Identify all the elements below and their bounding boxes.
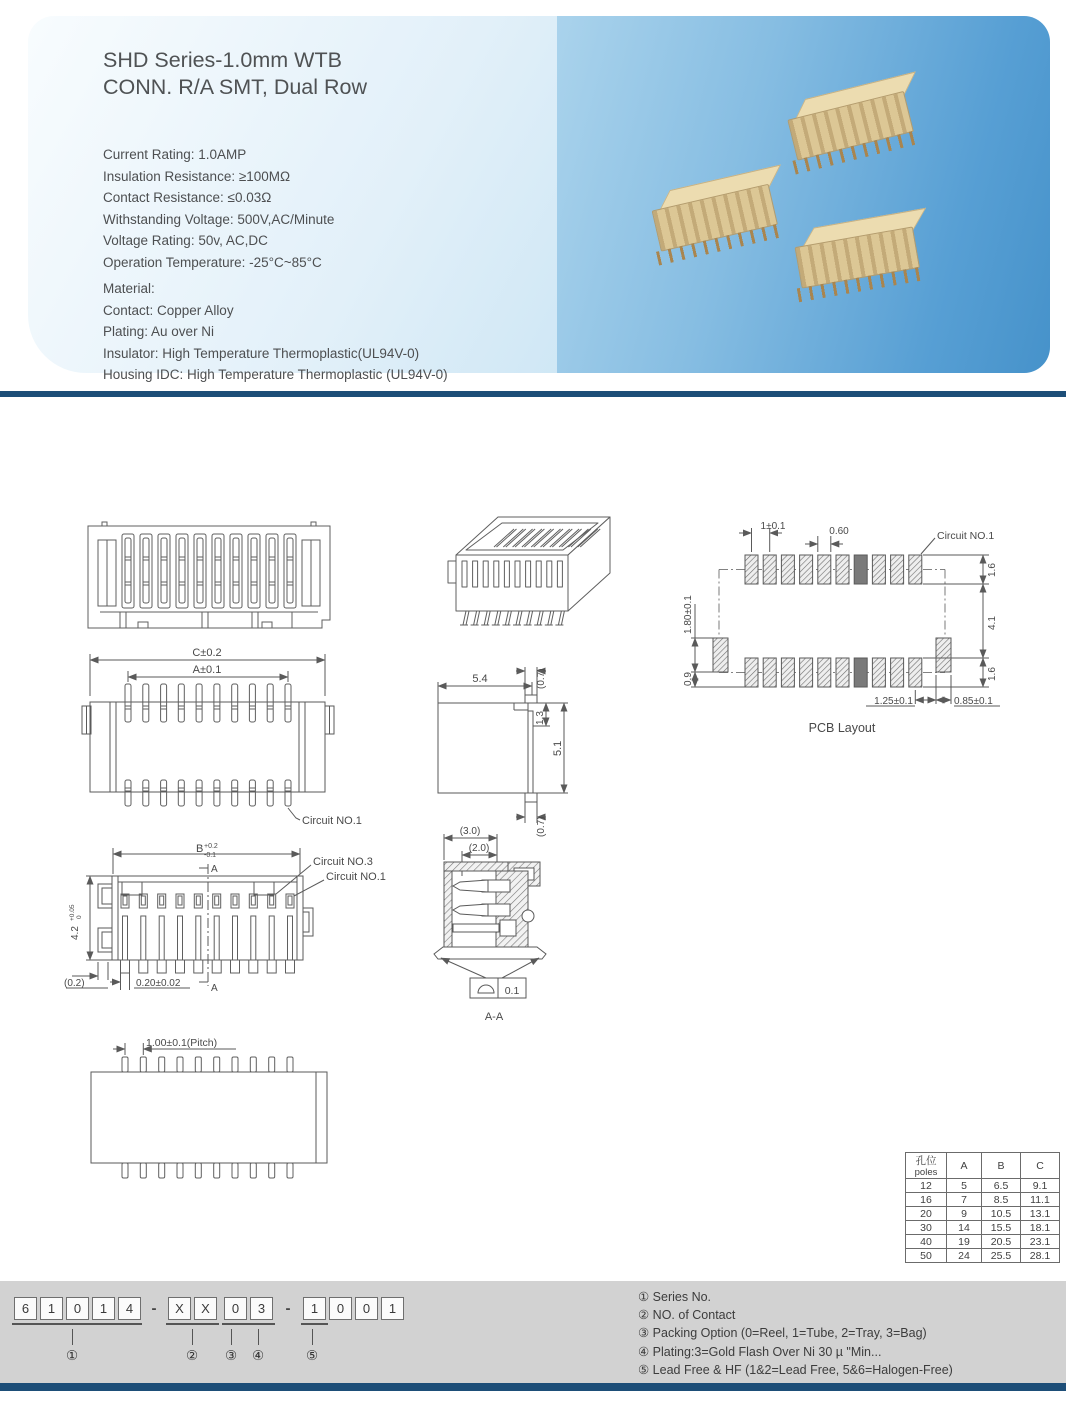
dim-pin-width: 0.20±0.02 bbox=[136, 978, 181, 989]
connector-photo-2 bbox=[651, 179, 788, 275]
connector-photo-3 bbox=[794, 222, 928, 312]
table-row bbox=[906, 1221, 1060, 1235]
drawing-pitch-view bbox=[88, 1037, 338, 1192]
cell: 40 bbox=[906, 1235, 947, 1249]
pn-callout-4: ④ bbox=[251, 1348, 265, 1363]
material-line: Plating: Au over Ni bbox=[103, 324, 215, 339]
drawing-side-view bbox=[428, 655, 606, 837]
circuit-no3-label: Circuit NO.3 bbox=[313, 856, 373, 868]
pn-digit: 4 bbox=[118, 1297, 141, 1320]
drawing-front-view bbox=[82, 512, 338, 640]
pn-digit: 1 bbox=[303, 1297, 326, 1320]
cell: 13.1 bbox=[1021, 1207, 1060, 1221]
header-card bbox=[28, 16, 1050, 382]
dim-13: 1.3 bbox=[535, 711, 546, 725]
pn-callout-leader bbox=[312, 1329, 313, 1345]
section-label-top: A bbox=[211, 864, 218, 875]
cell: 28.1 bbox=[1021, 1249, 1060, 1263]
material-line: Housing IDC: High Temperature Thermoplastic (UL94V-0) bbox=[103, 367, 448, 382]
pn-digit: 3 bbox=[250, 1297, 273, 1320]
pn-group3-underline bbox=[222, 1323, 249, 1325]
dim-pad-pitch: 1±0.1 bbox=[760, 521, 786, 532]
header-b: B bbox=[982, 1153, 1021, 1179]
dim-16-top: 1.6 bbox=[987, 563, 998, 577]
dim-30: (3.0) bbox=[459, 826, 481, 837]
drawing-pcb-layout bbox=[683, 508, 1028, 743]
dim-b-tol-bot: -0.1 bbox=[204, 852, 217, 859]
drawing-pin-layout-view bbox=[58, 838, 410, 1024]
product-photo bbox=[557, 16, 1050, 373]
table-header-row bbox=[906, 1153, 1060, 1179]
dim-085: 0.85±0.1 bbox=[954, 696, 993, 707]
cell: 30 bbox=[906, 1221, 947, 1235]
dim-height-tol-bot: 0 bbox=[76, 915, 83, 919]
pn-callout-leader bbox=[258, 1329, 259, 1345]
pn-digit: X bbox=[194, 1297, 217, 1320]
pn-digit: 1 bbox=[40, 1297, 63, 1320]
section-aa-label: A-A bbox=[484, 1011, 504, 1023]
spec-line: Withstanding Voltage: 500V,AC/Minute bbox=[103, 211, 335, 227]
pn-group4-underline bbox=[248, 1323, 275, 1325]
pn-callout-leader bbox=[192, 1329, 193, 1345]
header-c: C bbox=[1021, 1153, 1060, 1179]
legend-line: ③ Packing Option (0=Reel, 1=Tube, 2=Tray, 3=Bag) bbox=[638, 1326, 927, 1341]
table-row bbox=[906, 1235, 1060, 1249]
cell: 11.1 bbox=[1021, 1193, 1060, 1207]
title-line2: CONN. R/A SMT, Dual Row bbox=[103, 74, 368, 99]
header-poles-en: poles bbox=[914, 1167, 938, 1178]
cell: 9.1 bbox=[1021, 1179, 1060, 1193]
poles-dimension-table bbox=[905, 1152, 1060, 1263]
dim-16-bottom: 1.6 bbox=[987, 667, 998, 681]
dim-02: (0.2) bbox=[64, 978, 85, 989]
dim-c: C±0.2 bbox=[192, 647, 222, 659]
pn-digit: 0 bbox=[329, 1297, 352, 1320]
bottom-bar bbox=[0, 1383, 1066, 1391]
pn-callout-1: ① bbox=[65, 1348, 79, 1363]
header-poles bbox=[906, 1153, 947, 1179]
cell: 18.1 bbox=[1021, 1221, 1060, 1235]
spec-line: Current Rating: 1.0AMP bbox=[103, 147, 247, 162]
cell: 14 bbox=[947, 1221, 982, 1235]
cell: 24 bbox=[947, 1249, 982, 1263]
pn-digit: 1 bbox=[381, 1297, 404, 1320]
pn-callout-leader bbox=[72, 1329, 73, 1345]
dim-b: B bbox=[196, 843, 204, 855]
section-divider bbox=[0, 391, 1066, 397]
cell: 9 bbox=[947, 1207, 982, 1221]
legend-line: ④ Plating:3=Gold Flash Over Ni 30 µ "Min... bbox=[638, 1344, 882, 1359]
dim-side-pad: 1.80±0.1 bbox=[683, 595, 694, 634]
header-poles-cn: 孔位 bbox=[915, 1155, 937, 1167]
table-row bbox=[906, 1249, 1060, 1263]
pn-digit: 1 bbox=[92, 1297, 115, 1320]
dim-top: (0.7) bbox=[536, 668, 547, 689]
cell: 8.5 bbox=[982, 1193, 1021, 1207]
cell: 20 bbox=[906, 1207, 947, 1221]
table-row bbox=[906, 1179, 1060, 1193]
cell: 50 bbox=[906, 1249, 947, 1263]
dim-51: 5.1 bbox=[552, 740, 564, 756]
cell: 20.5 bbox=[982, 1235, 1021, 1249]
dim-bottom: (0.7) bbox=[536, 816, 547, 837]
pn-separator: - bbox=[151, 1300, 157, 1317]
material-line: Contact: Copper Alloy bbox=[103, 302, 234, 318]
spec-line: Insulation Resistance: ≥100MΩ bbox=[103, 168, 291, 184]
dim-a: A±0.1 bbox=[192, 664, 222, 676]
spec-list bbox=[103, 144, 334, 273]
legend-line: ① Series No. bbox=[638, 1290, 712, 1304]
dim-width: 5.4 bbox=[472, 673, 488, 685]
drawing-top-view bbox=[62, 646, 384, 832]
pn-digit: 6 bbox=[14, 1297, 37, 1320]
flatness-tolerance: 0.1 bbox=[504, 985, 520, 997]
pn-group1-underline bbox=[12, 1323, 142, 1325]
dim-pad-width: 0.60 bbox=[829, 526, 849, 537]
cell: 19 bbox=[947, 1235, 982, 1249]
cell: 23.1 bbox=[1021, 1235, 1060, 1249]
dim-125: 1.25±0.1 bbox=[874, 696, 913, 707]
drawing-isometric-view bbox=[442, 503, 620, 655]
dim-09: 0.9 bbox=[683, 672, 694, 686]
drawing-section-aa bbox=[432, 820, 597, 1030]
pn-digit: 0 bbox=[355, 1297, 378, 1320]
pn-separator: - bbox=[285, 1300, 291, 1317]
table-row bbox=[906, 1207, 1060, 1221]
title-line1: SHD Series-1.0mm WTB bbox=[103, 48, 342, 72]
pn-digit: 0 bbox=[224, 1297, 247, 1320]
spec-line: Operation Temperature: -25°C~85°C bbox=[103, 254, 322, 270]
cell: 15.5 bbox=[982, 1221, 1021, 1235]
pn-group5-underline bbox=[301, 1323, 328, 1325]
material-line: Insulator: High Temperature Thermoplastic(UL94V-0) bbox=[103, 345, 420, 361]
pn-callout-3: ③ bbox=[224, 1348, 238, 1363]
pn-group2-underline bbox=[166, 1323, 219, 1325]
pn-digit: X bbox=[168, 1297, 191, 1320]
dim-height: 4.2 bbox=[70, 926, 81, 940]
legend-line: ② NO. of Contact bbox=[638, 1308, 736, 1323]
cell: 10.5 bbox=[982, 1207, 1021, 1221]
spec-line: Contact Resistance: ≤0.03Ω bbox=[103, 190, 272, 205]
dim-pitch: 1.00±0.1(Pitch) bbox=[146, 1037, 218, 1049]
material-list bbox=[103, 278, 448, 386]
table-row bbox=[906, 1193, 1060, 1207]
cell: 6.5 bbox=[982, 1179, 1021, 1193]
cell: 25.5 bbox=[982, 1249, 1021, 1263]
dim-b-tol-top: +0.2 bbox=[204, 843, 218, 850]
circuit-no1-label: Circuit NO.1 bbox=[302, 815, 362, 827]
section-label-bottom: A bbox=[211, 983, 218, 994]
connector-photo-1 bbox=[786, 86, 923, 184]
pn-callout-5: ⑤ bbox=[305, 1348, 319, 1363]
pcb-layout-caption: PCB Layout bbox=[808, 721, 876, 735]
dim-20: (2.0) bbox=[468, 843, 490, 854]
spec-line: Voltage Rating: 50v, AC,DC bbox=[103, 233, 268, 248]
ordering-legend bbox=[638, 1288, 953, 1379]
pn-callout-2: ② bbox=[185, 1348, 199, 1363]
cell: 7 bbox=[947, 1193, 982, 1207]
material-title: Material: bbox=[103, 281, 155, 296]
dim-height-tol-top: +0.05 bbox=[69, 904, 76, 921]
dim-41: 4.1 bbox=[987, 616, 998, 630]
page-title bbox=[103, 47, 367, 100]
cell: 16 bbox=[906, 1193, 947, 1207]
circuit-no1-label: Circuit NO.1 bbox=[326, 871, 386, 883]
pn-digit: 0 bbox=[66, 1297, 89, 1320]
legend-line: ⑤ Lead Free & HF (1&2=Lead Free, 5&6=Halogen-Free) bbox=[638, 1362, 953, 1377]
cell: 12 bbox=[906, 1179, 947, 1193]
pn-callout-leader bbox=[231, 1329, 232, 1345]
cell: 5 bbox=[947, 1179, 982, 1193]
circuit-no1-label: Circuit NO.1 bbox=[937, 530, 995, 542]
header-a: A bbox=[947, 1153, 982, 1179]
